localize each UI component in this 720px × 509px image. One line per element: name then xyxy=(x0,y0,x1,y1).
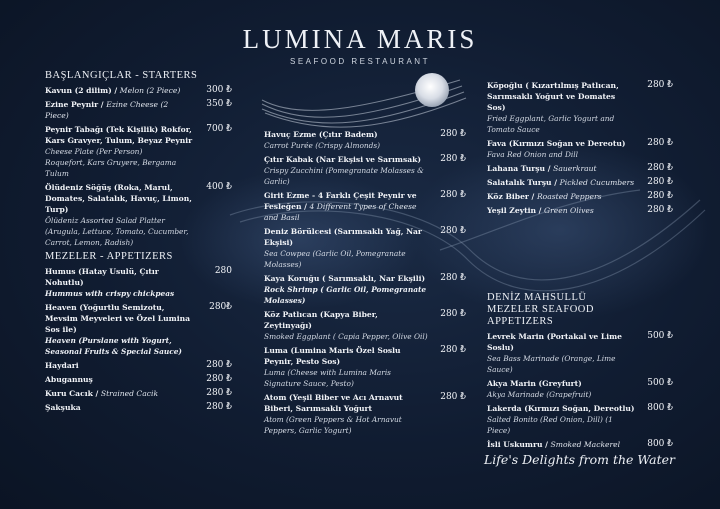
item-price: 280 xyxy=(214,266,232,277)
item-name xyxy=(45,374,194,385)
menu-item xyxy=(45,266,232,299)
item-name xyxy=(487,205,635,216)
item-price: 280 ₺ xyxy=(647,191,673,201)
item-name-tr: Salatalık Turşu / xyxy=(487,178,560,187)
item-name-en: Sauerkraut xyxy=(553,164,597,173)
item-name-tr: Fava (Kırmızı Soğan ve Dereotu) xyxy=(487,139,626,148)
item-name-tr: Luma (Lumina Maris Özel Soslu Peynir, Pesto Sos) xyxy=(264,346,401,366)
item-name-en: Strained Cacik xyxy=(100,389,159,399)
item-name xyxy=(487,163,635,174)
appetizers-list xyxy=(45,266,232,413)
item-description: Smoked Eggplant ( Capia Pepper, Olive Oil) xyxy=(264,332,428,341)
item-price: 280 ₺ xyxy=(647,205,673,215)
item-name xyxy=(487,177,635,188)
item-name xyxy=(45,302,194,335)
item-name-en: Smoked Mackerel xyxy=(550,440,621,450)
item-description: Ölüdeniz Assorted Salad Platter (Arugula, Lettuce, Tomato, Cucumber, Carrot, Lemon, Radish) xyxy=(45,216,189,248)
item-name-tr: Atom (Yeşil Biber ve Acı Arnavut Biberi, Sarımsaklı Yoğurt xyxy=(264,393,403,413)
menu-item xyxy=(264,309,466,342)
item-price: 280 ₺ xyxy=(206,360,232,371)
menu-item xyxy=(45,360,232,371)
item-description: Rock Shrimp ( Garlic Oil, Pomegranate Molasses) xyxy=(264,285,427,305)
item-name xyxy=(264,345,428,367)
right-list xyxy=(487,80,673,216)
menu-item xyxy=(487,191,673,202)
menu-item xyxy=(487,163,673,174)
item-name-en: Melon (2 Piece) xyxy=(119,86,181,96)
menu-item xyxy=(487,378,673,400)
item-name-tr: Yeşil Zeytin / xyxy=(487,206,545,215)
item-description: Crispy Zucchini (Pomegranate Molasses & Garlic) xyxy=(264,166,424,186)
item-description: Sea Bass Marinade (Orange, Lime Sauce) xyxy=(487,354,616,375)
starters-list xyxy=(45,85,232,248)
item-description: Akya Marinade (Grapefruit) xyxy=(487,390,592,400)
menu-item xyxy=(487,205,673,216)
menu-item xyxy=(264,345,466,389)
item-name-tr: Köz Biber / xyxy=(487,192,537,201)
seafood-column xyxy=(487,292,673,453)
item-price: 280 ₺ xyxy=(647,163,673,173)
item-name-tr: Abugannuş xyxy=(45,375,93,385)
item-name xyxy=(45,99,194,121)
item-name xyxy=(264,273,428,284)
item-name-tr: Heaven (Yoğurtlu Semizotu, Mevsim Meyveleri ve Özel Lumina Sos ile) xyxy=(45,303,191,335)
item-name-en: Roasted Peppers xyxy=(536,192,602,201)
item-name xyxy=(45,124,194,146)
moon-icon xyxy=(415,73,449,107)
middle-column xyxy=(264,129,466,439)
right-column xyxy=(487,80,673,219)
seafood-list xyxy=(487,331,673,450)
item-price: 280 ₺ xyxy=(206,402,232,413)
item-name xyxy=(264,226,428,248)
item-name xyxy=(264,154,428,165)
menu-item xyxy=(487,331,673,375)
item-name xyxy=(264,129,428,140)
item-price: 280 ₺ xyxy=(647,138,673,148)
item-name xyxy=(487,191,635,202)
brand-header xyxy=(0,24,720,66)
item-name-tr: Akya Marin (Greyfurt) xyxy=(487,379,582,389)
menu-item xyxy=(45,85,232,96)
item-name-en: Pickled Cucumbers xyxy=(559,178,635,187)
middle-list xyxy=(264,129,466,436)
item-name-tr: Şakşuka xyxy=(45,403,81,413)
item-price: 280 ₺ xyxy=(647,80,673,90)
menu-item xyxy=(45,124,232,179)
menu-item xyxy=(487,80,673,135)
item-name-en: Green Olives xyxy=(544,206,594,215)
brand-subtitle: SEAFOOD RESTAURANT xyxy=(290,57,430,66)
item-name xyxy=(45,85,194,96)
item-name-tr: Kaya Koruğu ( Sarımsaklı, Nar Ekşili) xyxy=(264,274,426,283)
item-name-tr: Girit Ezme - 4 Farklı Çeşit Peynir ve Fesleğen / xyxy=(264,191,417,211)
item-name-tr: Haydari xyxy=(45,361,79,371)
item-name xyxy=(264,309,428,331)
item-price: 280 ₺ xyxy=(440,154,466,164)
item-price: 280 ₺ xyxy=(647,177,673,187)
item-name xyxy=(264,190,428,223)
left-column xyxy=(45,70,232,416)
item-price: 300 ₺ xyxy=(206,85,232,96)
item-price: 280 ₺ xyxy=(440,345,466,355)
appetizers-heading: MEZELER - APPETIZERS xyxy=(45,251,173,263)
item-description: Sea Cowpea (Garlic Oil, Pomegranate Molasses) xyxy=(264,249,406,269)
menu-item xyxy=(264,226,466,270)
item-price: 700 ₺ xyxy=(206,124,232,135)
menu-item xyxy=(264,154,466,187)
menu-item xyxy=(45,374,232,385)
item-name xyxy=(45,402,194,413)
item-name xyxy=(487,378,635,389)
menu-item xyxy=(45,182,232,248)
item-name-tr: Havuç Ezme (Çıtır Badem) xyxy=(264,130,378,139)
item-description: Heaven (Purslane with Yogurt, Seasonal Fruits & Special Sauce) xyxy=(45,336,182,357)
item-price: 280 ₺ xyxy=(440,129,466,139)
item-name xyxy=(487,403,635,414)
item-description: Cheese Plate (Per Person) xyxy=(45,147,143,157)
item-price: 800 ₺ xyxy=(647,403,673,414)
item-name xyxy=(487,80,635,113)
item-name-tr: Kavun (2 dilim) / xyxy=(45,86,120,96)
menu-item xyxy=(487,138,673,160)
item-name-tr: Kuru Cacık / xyxy=(45,389,101,399)
item-name xyxy=(264,392,428,414)
seafood-heading: DENİZ MAHSULLÜ MEZELER SEAFOOD APPETIZERS xyxy=(487,292,594,328)
item-name-tr: Köpoğlu ( Kızartılmış Patlıcan, Sarımsaklı Yoğurt ve Domates Sos) xyxy=(487,81,619,112)
item-name-tr: Lahana Turşu / xyxy=(487,164,554,173)
menu-item xyxy=(264,129,466,151)
item-price: 280 ₺ xyxy=(206,388,232,399)
item-name-en: 4 Different Types of Cheese and Basil xyxy=(264,202,417,222)
item-price: 280₺ xyxy=(209,302,232,313)
item-name xyxy=(45,266,194,288)
item-name-tr: İsli Uskumru / xyxy=(487,440,551,450)
menu-item xyxy=(45,388,232,399)
item-name xyxy=(45,360,194,371)
item-name-tr: Köz Patlıcan (Kapya Biber, Zeytinyağı) xyxy=(264,310,378,330)
item-price: 500 ₺ xyxy=(647,331,673,342)
item-price: 800 ₺ xyxy=(647,439,673,450)
item-price: 280 ₺ xyxy=(206,374,232,385)
item-name xyxy=(45,388,194,399)
item-name-tr: Çıtır Kabak (Nar Ekşisi ve Sarımsak) xyxy=(264,155,421,164)
item-description: Luma (Cheese with Lumina Maris Signature Sauce, Pesto) xyxy=(264,368,391,388)
item-description: Roquefort, Kars Gruyere, Bergama Tulum xyxy=(45,158,177,179)
item-price: 280 ₺ xyxy=(440,273,466,283)
menu-item xyxy=(487,177,673,188)
item-name-tr: Peynir Tabağı (Tek Kişilik) Rokfor, Kars Gravyer, Tulum, Beyaz Peynir xyxy=(45,125,193,146)
item-price: 280 ₺ xyxy=(440,190,466,200)
menu-item xyxy=(264,190,466,223)
item-name-tr: Ezine Peynir / xyxy=(45,100,107,110)
item-description: Carrot Purée (Crispy Almonds) xyxy=(264,141,381,150)
item-price: 280 ₺ xyxy=(440,226,466,236)
item-name-tr: Humus (Hatay Usulü, Çıtır Nohutlu) xyxy=(45,267,159,288)
brand-title: LUMINA MARIS xyxy=(242,24,478,54)
item-name-tr: Levrek Marin (Portakal ve Lime Soslu) xyxy=(487,332,622,353)
menu-item xyxy=(45,402,232,413)
menu-item xyxy=(264,392,466,436)
item-name-tr: Lakerda (Kırmızı Soğan, Dereotlu) xyxy=(487,404,635,414)
menu-item xyxy=(487,439,673,450)
item-price: 280 ₺ xyxy=(440,309,466,319)
item-description: Salted Bonito (Red Onion, Dill) (1 Piece) xyxy=(487,415,613,436)
item-name-en: Ezine Cheese (2 Piece) xyxy=(45,100,169,121)
menu-item xyxy=(264,273,466,306)
item-price: 280 ₺ xyxy=(440,392,466,402)
item-name xyxy=(487,138,635,149)
item-name-tr: Deniz Börülcesi (Sarımsaklı Yağ, Nar Ekşisi) xyxy=(264,227,422,247)
slogan: Life's Delights from the Water xyxy=(484,452,676,467)
item-price: 400 ₺ xyxy=(206,182,232,193)
item-name xyxy=(45,182,194,215)
starters-heading: BAŞLANGIÇLAR - STARTERS xyxy=(45,70,198,81)
item-description: Fava Red Onion and Dill xyxy=(487,150,578,159)
item-name xyxy=(487,331,635,353)
item-description: Fried Eggplant, Garlic Yogurt and Tomato Sauce xyxy=(487,114,615,134)
menu-item xyxy=(487,403,673,436)
menu-item xyxy=(45,302,232,357)
item-description: Atom (Green Peppers & Hot Arnavut Peppers, Garlic Yogurt) xyxy=(264,415,402,435)
item-price: 350 ₺ xyxy=(206,99,232,110)
item-description: Hummus with crispy chickpeas xyxy=(45,289,175,299)
menu-item xyxy=(45,99,232,121)
item-name xyxy=(487,439,635,450)
item-price: 500 ₺ xyxy=(647,378,673,389)
item-name-tr: Ölüdeniz Söğüş (Roka, Marul, Domates, Salatalık, Havuç, Limon, Turp) xyxy=(45,183,192,215)
